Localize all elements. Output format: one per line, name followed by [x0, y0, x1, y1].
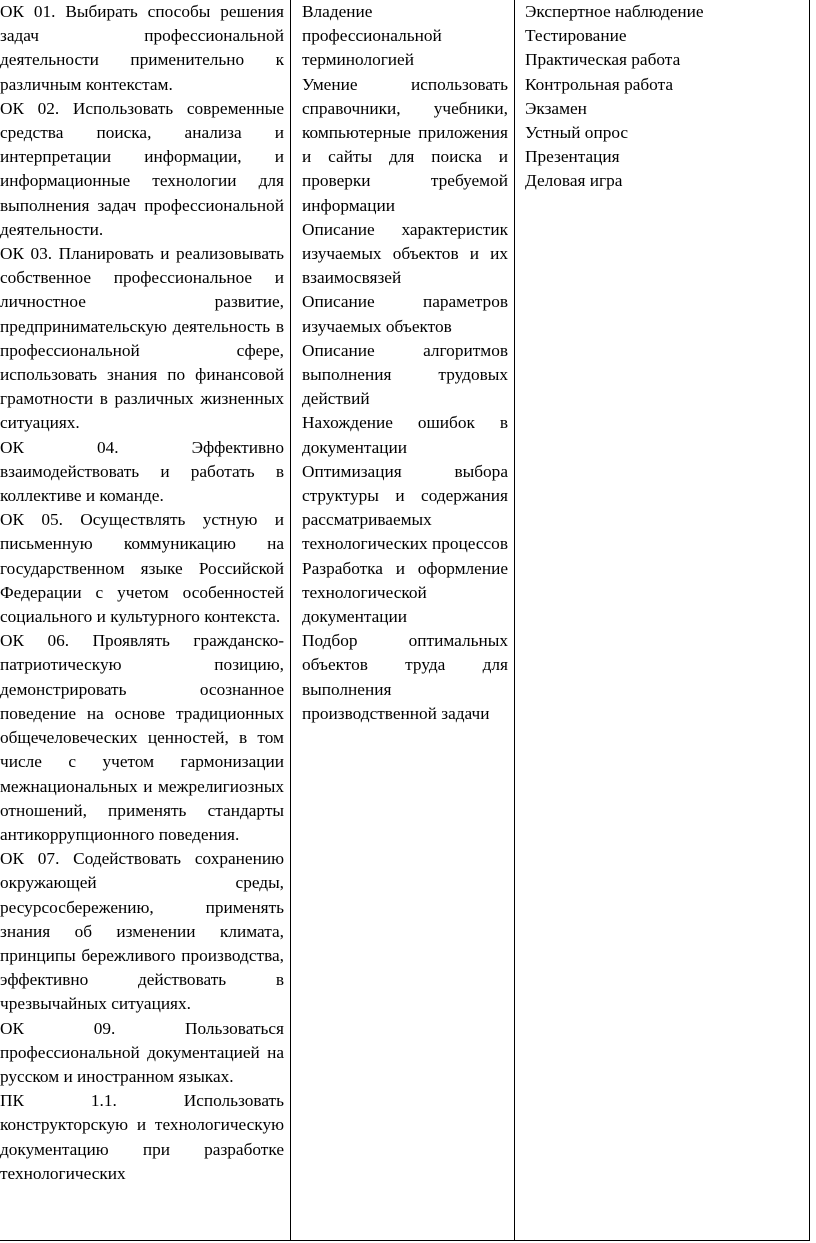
indicators-column: [291, 0, 515, 1240]
competency-ok06: ОК 06. Проявлять гражданско-патриотическую позицию, демонстрировать осознанное поведение на основе традиционных общечеловеческих ценностей, в том числе с учетом гармонизации межнациональных и межрелигиозных отношений, применять стандарты антикоррупционного поведения.: [0, 631, 284, 844]
indicator-item: Нахождение ошибок в документации: [302, 413, 508, 457]
competency-ok01: ОК 01. Выбирать способы решения задач профессиональной деятельности применительно к различным контекстам.: [0, 2, 284, 94]
competency-ok03: ОК 03. Планировать и реализовывать собственное профессиональное и личностное развитие, предпринимательскую деятельность в профессиональной сфере, использовать знания по финансовой грамотности в различных жизненных ситуациях.: [0, 244, 284, 433]
method-item: Контрольная работа: [525, 74, 674, 94]
competency-ok07: ОК 07. Содействовать сохранению окружающей среды, ресурсосбережению, применять знания об изменении климата, принципы бережливого производства, эффективно действовать в чрезвычайных ситуациях.: [0, 849, 284, 1014]
methods-column: [515, 0, 809, 1240]
indicator-item: Оптимизация выбора структуры и содержания рассматриваемых технологических процессов: [302, 461, 508, 554]
competency-pk11: ПК 1.1. Использовать конструкторскую и технологическую документацию при разработке технологических: [0, 1091, 284, 1183]
indicator-item: Подбор оптимальных объектов труда для выполнения производственной задачи: [302, 631, 508, 723]
competency-ok04: ОК 04. Эффективно взаимодействовать и работать в коллективе и команде.: [0, 437, 284, 506]
method-item: Экспертное наблюдение: [525, 2, 704, 21]
competency-ok09: ОК 09. Пользоваться профессиональной документацией на русском и иностранном языках.: [0, 1018, 284, 1086]
indicator-item: Умение использовать справочники, учебники, компьютерные приложения и сайты для поиска и проверки требуемой информации: [302, 74, 508, 215]
indicator-item: Описание параметров изучаемых объектов: [302, 292, 508, 336]
method-item: Практическая работа: [525, 50, 681, 70]
competencies-column: [0, 0, 291, 1240]
method-item: Экзамен: [525, 98, 587, 118]
competency-ok05: ОК 05. Осуществлять устную и письменную коммуникацию на государственном языке Российской Федерации с учетом особенностей социального и культурного контекста.: [0, 510, 284, 627]
indicator-item: Описание характеристик изучаемых объектов и их взаимосвязей: [302, 219, 508, 288]
method-item: Деловая игра: [525, 171, 623, 191]
method-item: Тестирование: [525, 26, 627, 46]
indicator-item: Описание алгоритмов выполнения трудовых действий: [302, 340, 508, 409]
competency-ok02: ОК 02. Использовать современные средства поиска, анализа и интерпретации информации, и информационные технологии для выполнения задач профессиональной деятельности.: [0, 98, 284, 239]
method-item: Устный опрос: [525, 123, 629, 143]
methods-list: [525, 0, 803, 194]
method-item: Презентация: [525, 147, 620, 167]
indicator-item: Владение профессиональной терминологией: [302, 2, 442, 70]
indicator-item: Разработка и оформление технологической документации: [302, 558, 508, 627]
